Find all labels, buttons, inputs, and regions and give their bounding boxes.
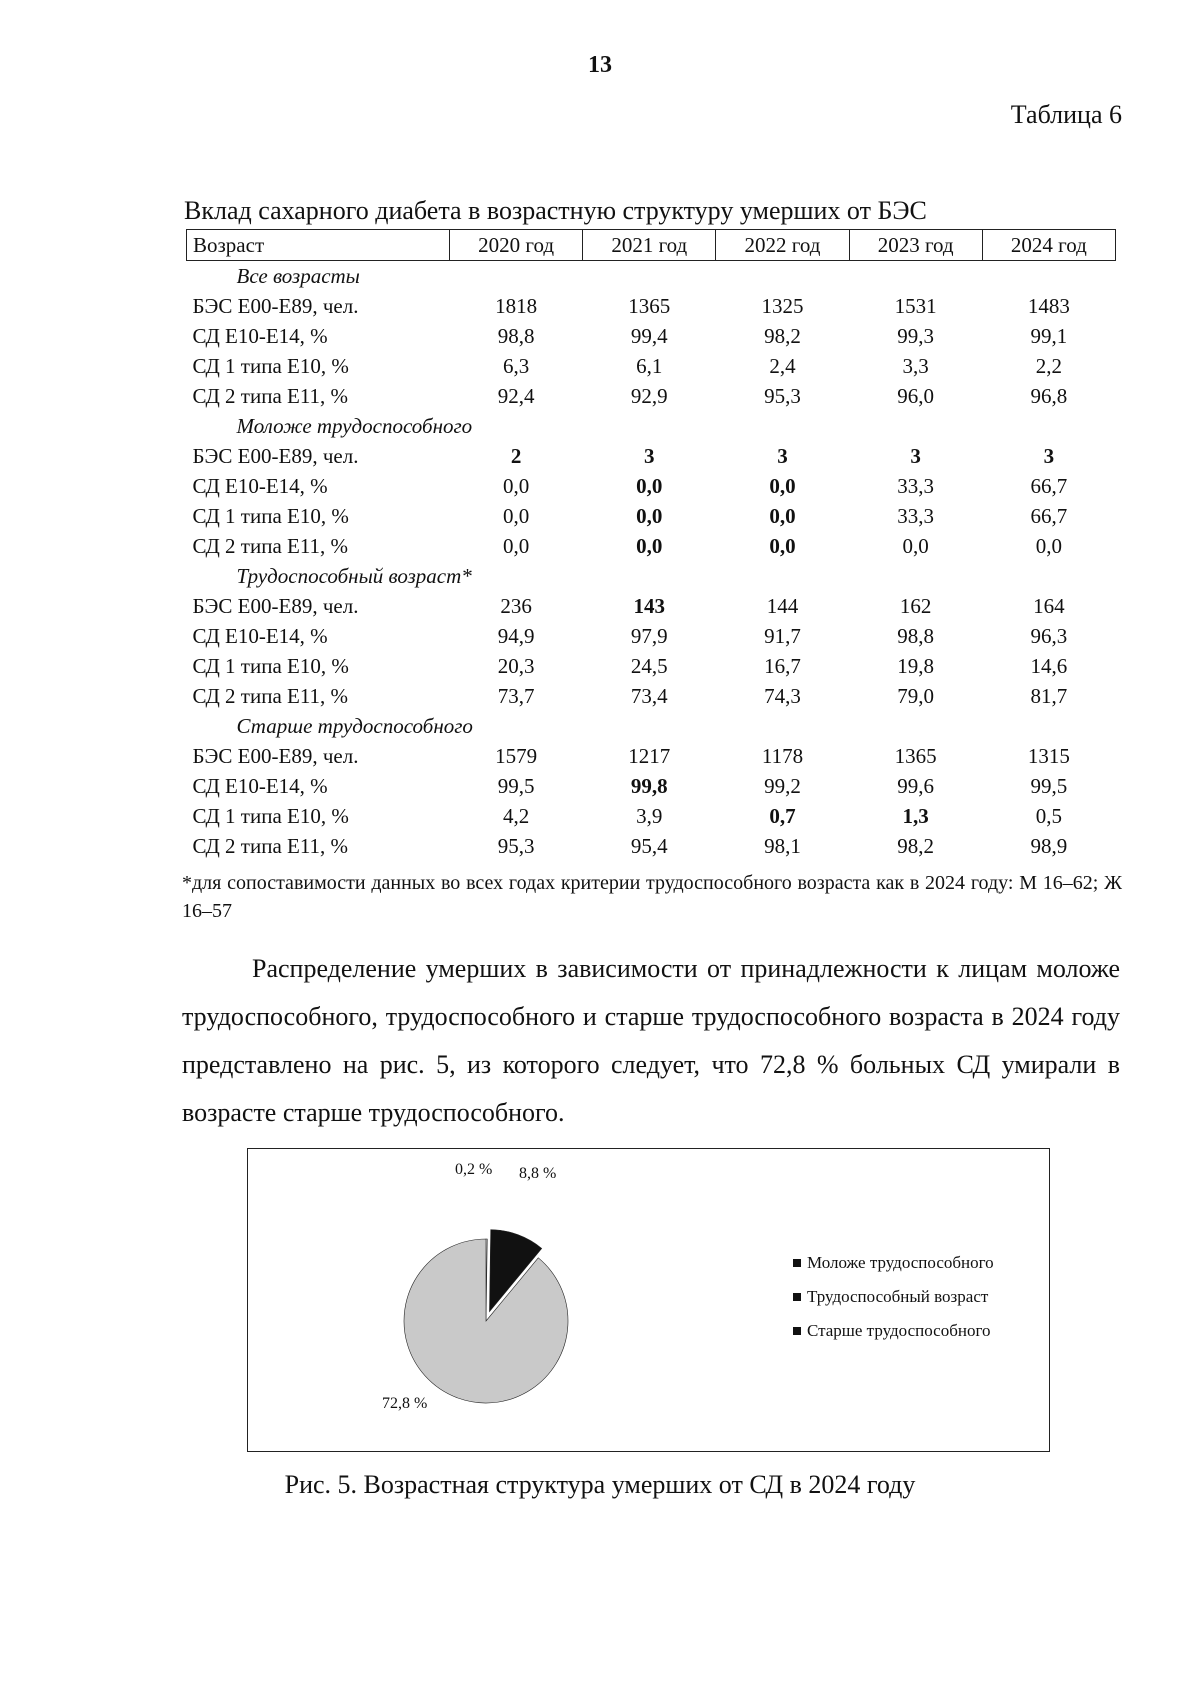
row-label: БЭС Е00-Е89, чел. xyxy=(192,293,359,318)
table-cell: 4,2 xyxy=(502,803,530,828)
table-cell: 99,2 xyxy=(764,773,801,798)
legend-label: Трудоспособный возраст xyxy=(807,1287,989,1306)
row-label: СД Е10-Е14, % xyxy=(192,323,328,348)
table-cell: 143 xyxy=(633,593,666,618)
legend-label: Моложе трудоспособного xyxy=(807,1253,994,1272)
table-cell: 33,3 xyxy=(897,473,935,498)
column-header: 2021 год xyxy=(583,230,716,261)
table-cell: 74,3 xyxy=(764,683,801,708)
legend-swatch xyxy=(793,1327,801,1335)
table-row xyxy=(187,801,1116,831)
table-cell: 95,4 xyxy=(630,833,668,858)
legend-swatch xyxy=(793,1293,801,1301)
footnote: *для сопоставимости данных во всех годах критерии трудоспособного возраста как в 2024 году: М 16–62; Ж 16–57 xyxy=(182,872,1122,922)
table-row xyxy=(187,591,1116,621)
table-cell: 1531 xyxy=(894,293,937,318)
table-cell: 0,0 xyxy=(502,473,530,498)
row-label: СД Е10-Е14, % xyxy=(192,473,328,498)
table-cell: 2 xyxy=(510,443,522,468)
table-cell: 98,2 xyxy=(897,833,935,858)
table-cell: 14,6 xyxy=(1030,653,1068,678)
table-cell: 91,7 xyxy=(764,623,801,648)
table-cell: 99,3 xyxy=(897,323,935,348)
table-cell: 1217 xyxy=(628,743,671,768)
table-cell: 99,1 xyxy=(1030,323,1068,348)
table-section-row xyxy=(187,261,1116,292)
table-cell: 20,3 xyxy=(497,653,535,678)
row-label: СД Е10-Е14, % xyxy=(192,623,328,648)
table-cell: 0,0 xyxy=(769,473,796,498)
row-label: СД Е10-Е14, % xyxy=(192,773,328,798)
table-cell: 1315 xyxy=(1027,743,1070,768)
table-cell: 0,0 xyxy=(902,533,929,558)
table-cell: 92,9 xyxy=(630,383,668,408)
table-cell: 99,5 xyxy=(497,773,535,798)
data-table xyxy=(186,229,1116,861)
table-cell: 0,0 xyxy=(502,503,530,528)
table-row xyxy=(187,321,1116,351)
table-cell: 0,5 xyxy=(1035,803,1062,828)
table-cell: 164 xyxy=(1033,593,1065,618)
table-cell: 0,0 xyxy=(636,503,663,528)
table-header-row xyxy=(187,230,1116,261)
table-cell: 79,0 xyxy=(897,683,935,708)
section-title: Старше трудоспособного xyxy=(236,713,473,738)
row-label: СД 2 типа Е11, % xyxy=(192,533,349,558)
table-cell: 3 xyxy=(644,443,655,468)
table-cell: 24,5 xyxy=(630,653,668,678)
table-cell: 6,1 xyxy=(636,353,663,378)
table-cell: 1,3 xyxy=(902,803,929,828)
table-cell: 16,7 xyxy=(764,653,801,678)
table-row xyxy=(187,471,1116,501)
table-cell: 1483 xyxy=(1027,293,1070,318)
table-cell: 1365 xyxy=(628,293,671,318)
table-cell: 3 xyxy=(910,443,921,468)
table-cell: 98,9 xyxy=(1030,833,1068,858)
row-label: БЭС Е00-Е89, чел. xyxy=(192,743,359,768)
table-row xyxy=(187,291,1116,321)
row-label: СД 1 типа Е10, % xyxy=(192,803,349,828)
table-cell: 92,4 xyxy=(497,383,535,408)
table-caption: Вклад сахарного диабета в возрастную структуру умерших от БЭС xyxy=(184,196,927,225)
table-cell: 96,3 xyxy=(1030,623,1068,648)
table-cell: 81,7 xyxy=(1030,683,1068,708)
pie-data-label: 8,8 % xyxy=(519,1165,557,1182)
chart-legend xyxy=(793,1253,994,1355)
table-cell: 1325 xyxy=(761,293,804,318)
row-label: СД 1 типа Е10, % xyxy=(192,503,349,528)
table-cell: 0,0 xyxy=(502,533,530,558)
table-cell: 19,8 xyxy=(897,653,935,678)
figure-caption: Рис. 5. Возрастная структура умерших от СД в 2024 году xyxy=(284,1470,916,1499)
table-row xyxy=(187,441,1116,471)
table-cell: 3 xyxy=(1043,443,1055,468)
table-cell: 97,9 xyxy=(630,623,668,648)
row-label: СД 2 типа Е11, % xyxy=(192,683,349,708)
table-cell: 99,4 xyxy=(630,323,668,348)
table-section-row xyxy=(187,561,1116,591)
legend-swatch xyxy=(793,1259,801,1267)
table-cell: 98,8 xyxy=(897,623,935,648)
table-cell: 3,3 xyxy=(902,353,929,378)
table-cell: 95,3 xyxy=(764,383,801,408)
table-cell: 0,0 xyxy=(636,473,663,498)
pie-slice xyxy=(404,1239,568,1403)
table-label: Таблица 6 xyxy=(1010,100,1122,129)
table-cell: 162 xyxy=(899,593,932,618)
table-cell: 0,0 xyxy=(1035,533,1062,558)
table-row xyxy=(187,501,1116,531)
body-paragraph: Распределение умерших в зависимости от принадлежности к лицам моложе трудоспособного, трудоспособного и старше трудоспособного возраста в 2024 году представлено на рис. 5, из которого следует, что 72,8 % больных СД умирали в возрасте старше трудоспособного. xyxy=(182,954,1120,1127)
column-header: Возраст xyxy=(187,230,450,261)
table-cell: 66,7 xyxy=(1030,473,1068,498)
table-cell: 95,3 xyxy=(497,833,535,858)
row-label: СД 1 типа Е10, % xyxy=(192,653,349,678)
legend-label: Старше трудоспособного xyxy=(807,1321,991,1340)
table-cell: 1365 xyxy=(894,743,937,768)
table-row xyxy=(187,621,1116,651)
column-header: 2020 год xyxy=(450,230,583,261)
table-cell: 0,0 xyxy=(769,503,796,528)
section-title: Моложе трудоспособного xyxy=(236,413,473,438)
table-cell: 73,4 xyxy=(630,683,668,708)
table-cell: 0,7 xyxy=(769,803,796,828)
row-label: СД 2 типа Е11, % xyxy=(192,383,349,408)
table-cell: 94,9 xyxy=(497,623,535,648)
table-cell: 1818 xyxy=(495,293,538,318)
table-row xyxy=(187,531,1116,561)
table-cell: 99,8 xyxy=(630,773,668,798)
column-header: 2024 год xyxy=(982,230,1115,261)
legend-item xyxy=(793,1253,994,1287)
table-cell: 236 xyxy=(500,593,532,618)
legend-item xyxy=(793,1287,994,1321)
legend-item xyxy=(793,1321,994,1355)
table-cell: 99,6 xyxy=(897,773,935,798)
table-cell: 66,7 xyxy=(1030,503,1068,528)
table-cell: 99,5 xyxy=(1030,773,1068,798)
section-title: Трудоспособный возраст* xyxy=(236,563,472,588)
column-header: 2023 год xyxy=(849,230,982,261)
table-cell: 98,8 xyxy=(497,323,535,348)
table-row xyxy=(187,831,1116,861)
row-label: БЭС Е00-Е89, чел. xyxy=(192,593,359,618)
pie-chart-figure xyxy=(247,1148,1050,1452)
table-cell: 2,4 xyxy=(769,353,796,378)
table-row xyxy=(187,651,1116,681)
row-label: СД 2 типа Е11, % xyxy=(192,833,349,858)
table-cell: 33,3 xyxy=(897,503,935,528)
table-cell: 0,0 xyxy=(769,533,796,558)
table-cell: 3,9 xyxy=(636,803,663,828)
pie-data-label: 72,8 % xyxy=(382,1395,428,1412)
row-label: БЭС Е00-Е89, чел. xyxy=(192,443,359,468)
table-cell: 98,1 xyxy=(764,833,801,858)
table-cell: 2,2 xyxy=(1035,353,1062,378)
table-section-row xyxy=(187,711,1116,741)
table-cell: 96,0 xyxy=(897,383,935,408)
page-number: 13 xyxy=(588,52,612,78)
table-row xyxy=(187,681,1116,711)
table-cell: 6,3 xyxy=(502,353,530,378)
row-label: СД 1 типа Е10, % xyxy=(192,353,349,378)
table-cell: 1579 xyxy=(495,743,538,768)
table-row xyxy=(187,381,1116,411)
table-row xyxy=(187,741,1116,771)
table-section-row xyxy=(187,411,1116,441)
table-cell: 144 xyxy=(766,593,799,618)
table-cell: 96,8 xyxy=(1030,383,1068,408)
table-cell: 73,7 xyxy=(497,683,535,708)
table-body xyxy=(187,261,1116,862)
table-cell: 1178 xyxy=(761,743,804,768)
table-row xyxy=(187,771,1116,801)
table-cell: 98,2 xyxy=(764,323,801,348)
section-title: Все возрасты xyxy=(236,263,360,288)
table-cell: 0,0 xyxy=(636,533,663,558)
column-header: 2022 год xyxy=(716,230,849,261)
pie-data-label: 0,2 % xyxy=(455,1161,493,1178)
table-cell: 3 xyxy=(777,443,788,468)
table-row xyxy=(187,351,1116,381)
